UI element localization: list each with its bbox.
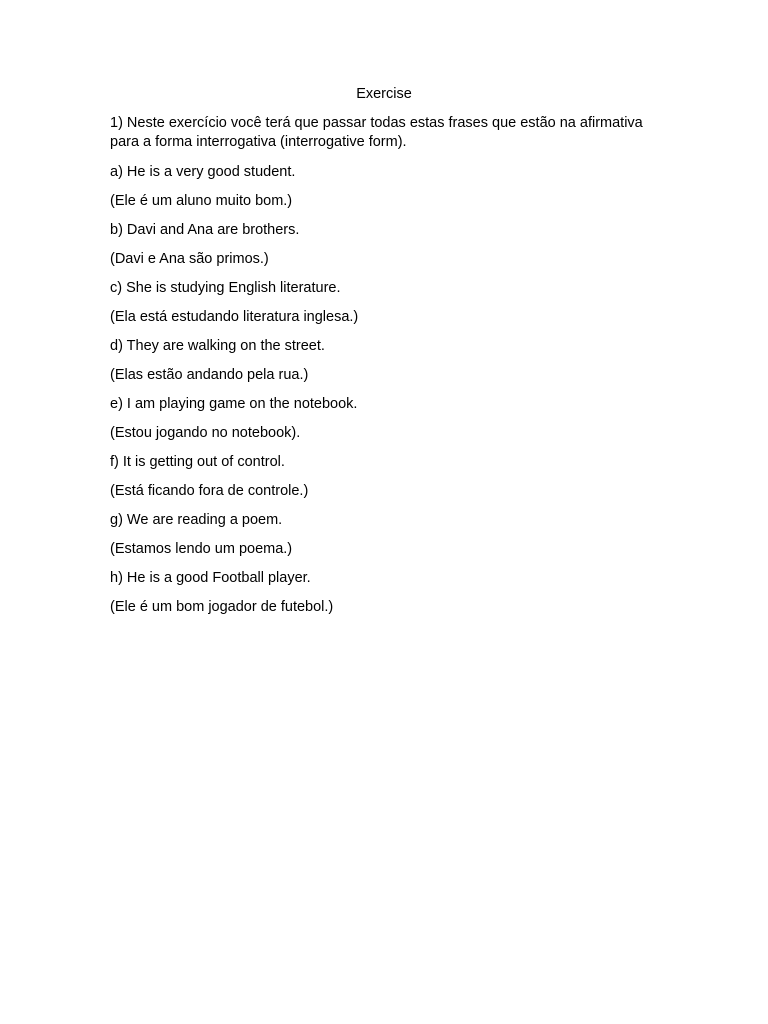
item-f-translation: (Está ficando fora de controle.): [110, 483, 309, 499]
item-g-sentence: g) We are reading a poem.: [110, 512, 283, 528]
item-e-translation: (Estou jogando no notebook).: [110, 425, 301, 441]
item-d-sentence: d) They are walking on the street.: [110, 338, 325, 354]
item-a-sentence: a) He is a very good student.: [110, 164, 296, 180]
item-f-sentence: f) It is getting out of control.: [110, 454, 285, 470]
document-title: Exercise: [356, 86, 412, 102]
item-d-translation: (Elas estão andando pela rua.): [110, 367, 309, 383]
item-g-translation: (Estamos lendo um poema.): [110, 541, 293, 557]
item-a-translation: (Ele é um aluno muito bom.): [110, 193, 293, 209]
item-h-translation: (Ele é um bom jogador de futebol.): [110, 599, 334, 615]
item-h-sentence: h) He is a good Football player.: [110, 570, 311, 586]
item-e-sentence: e) I am playing game on the notebook.: [110, 396, 358, 412]
item-c-translation: (Ela está estudando literatura inglesa.): [110, 309, 359, 325]
item-c-sentence: c) She is studying English literature.: [110, 280, 341, 296]
item-b-sentence: b) Davi and Ana are brothers.: [110, 222, 300, 238]
exercise-instructions: 1) Neste exercício você terá que passar todas estas frases que estão na afirmativa para a forma interrogativa (interrogative form).: [110, 115, 643, 150]
item-b-translation: (Davi e Ana são primos.): [110, 251, 269, 267]
